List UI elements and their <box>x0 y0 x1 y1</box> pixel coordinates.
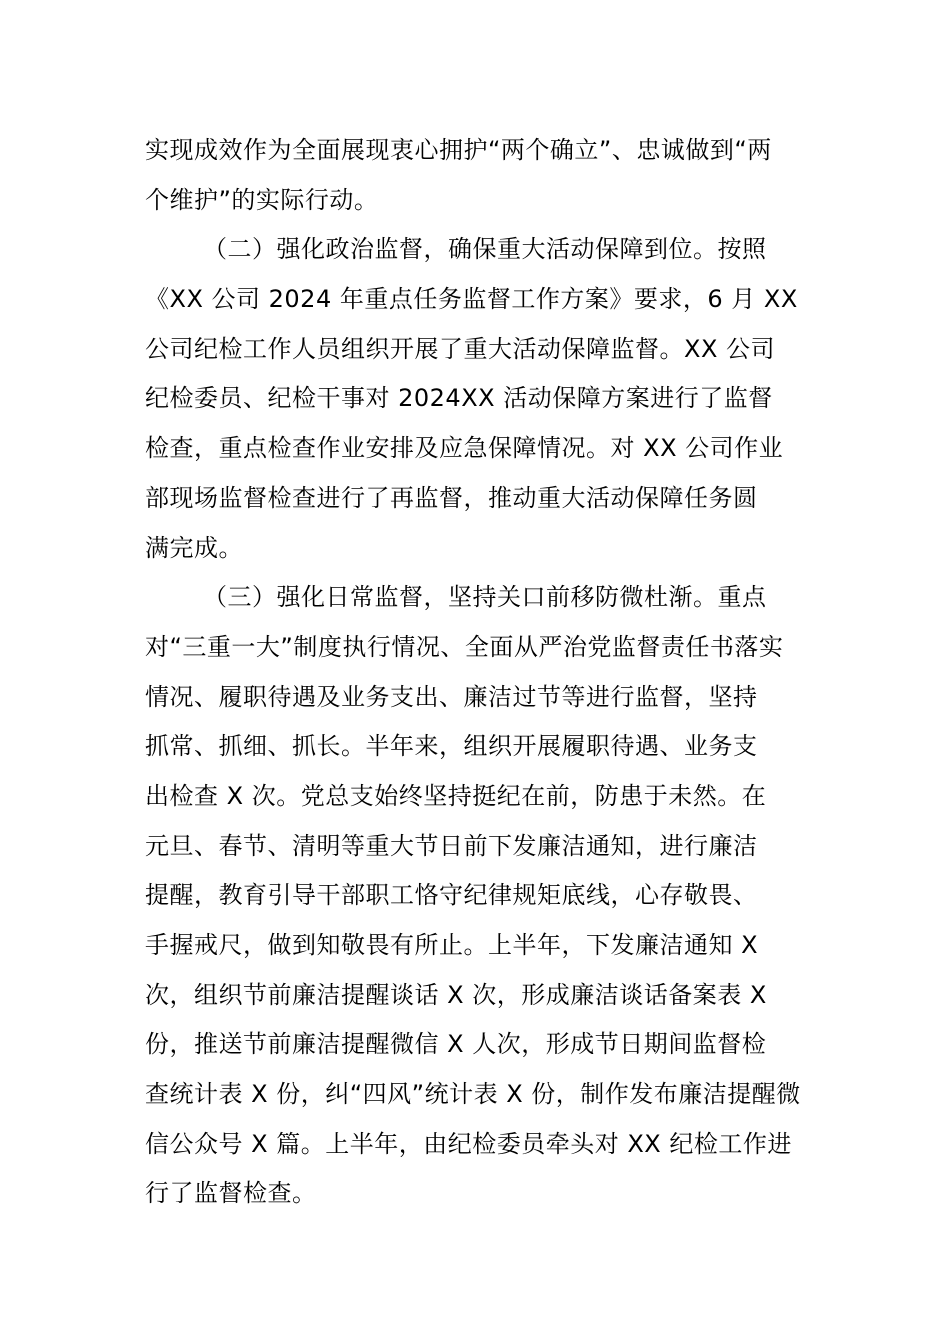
text-line: 实现成效作为全面展现衷心拥护“两个确立”、忠诚做到“两 <box>145 136 772 164</box>
text-line: 纪检委员、纪检干事对 2024XX 活动保障方案进行了监督 <box>145 384 773 413</box>
text-line: 出检查 X 次。党总支始终坚持挺纪在前，防患于未然。在 <box>145 781 767 810</box>
text-line: 检查，重点检查作业安排及应急保障情况。对 XX 公司作业 <box>145 434 784 463</box>
text-line: 抓常、抓细、抓长。半年来，组织开展履职待遇、业务支 <box>145 732 758 761</box>
text-line: 份，推送节前廉洁提醒微信 X 人次，形成节日期间监督检 <box>145 1030 767 1059</box>
section-heading-line: （二）强化政治监督，确保重大活动保障到位。按照 <box>203 235 767 264</box>
text-line: 手握戒尺，做到知敬畏有所止。上半年，下发廉洁通知 X <box>145 931 759 959</box>
text-line: 公司纪检工作人员组织开展了重大活动保障监督。XX 公司 <box>145 334 776 363</box>
text-line: 元旦、春节、清明等重大节日前下发廉洁通知，进行廉洁 <box>145 831 758 860</box>
text-line: 部现场监督检查进行了再监督，推动重大活动保障任务圆 <box>145 483 758 512</box>
text-line: 《XX 公司 2024 年重点任务监督工作方案》要求，6 月 XX <box>145 285 798 314</box>
text-line: 对“三重一大”制度执行情况、全面从严治党监督责任书落实 <box>145 632 784 661</box>
text-line: 查统计表 X 份，纠“四风”统计表 X 份，制作发布廉洁提醒微 <box>145 1080 801 1109</box>
text-line: 满完成。 <box>145 533 243 562</box>
text-line: 行了监督检查。 <box>145 1179 317 1208</box>
section-heading-line: （三）强化日常监督，坚持关口前移防微杜渐。重点 <box>203 583 767 612</box>
text-line: 个维护”的实际行动。 <box>145 185 379 214</box>
document-body <box>145 126 805 1219</box>
text-line: 情况、履职待遇及业务支出、廉洁过节等进行监督，坚持 <box>145 682 758 711</box>
text-line: 信公众号 X 篇。上半年，由纪检委员牵头对 XX 纪检工作进 <box>145 1129 792 1158</box>
text-line: 次，组织节前廉洁提醒谈话 X 次，形成廉洁谈话备案表 X <box>145 980 767 1009</box>
text-line: 提醒，教育引导干部职工恪守纪律规矩底线，心存敬畏、 <box>145 881 758 910</box>
